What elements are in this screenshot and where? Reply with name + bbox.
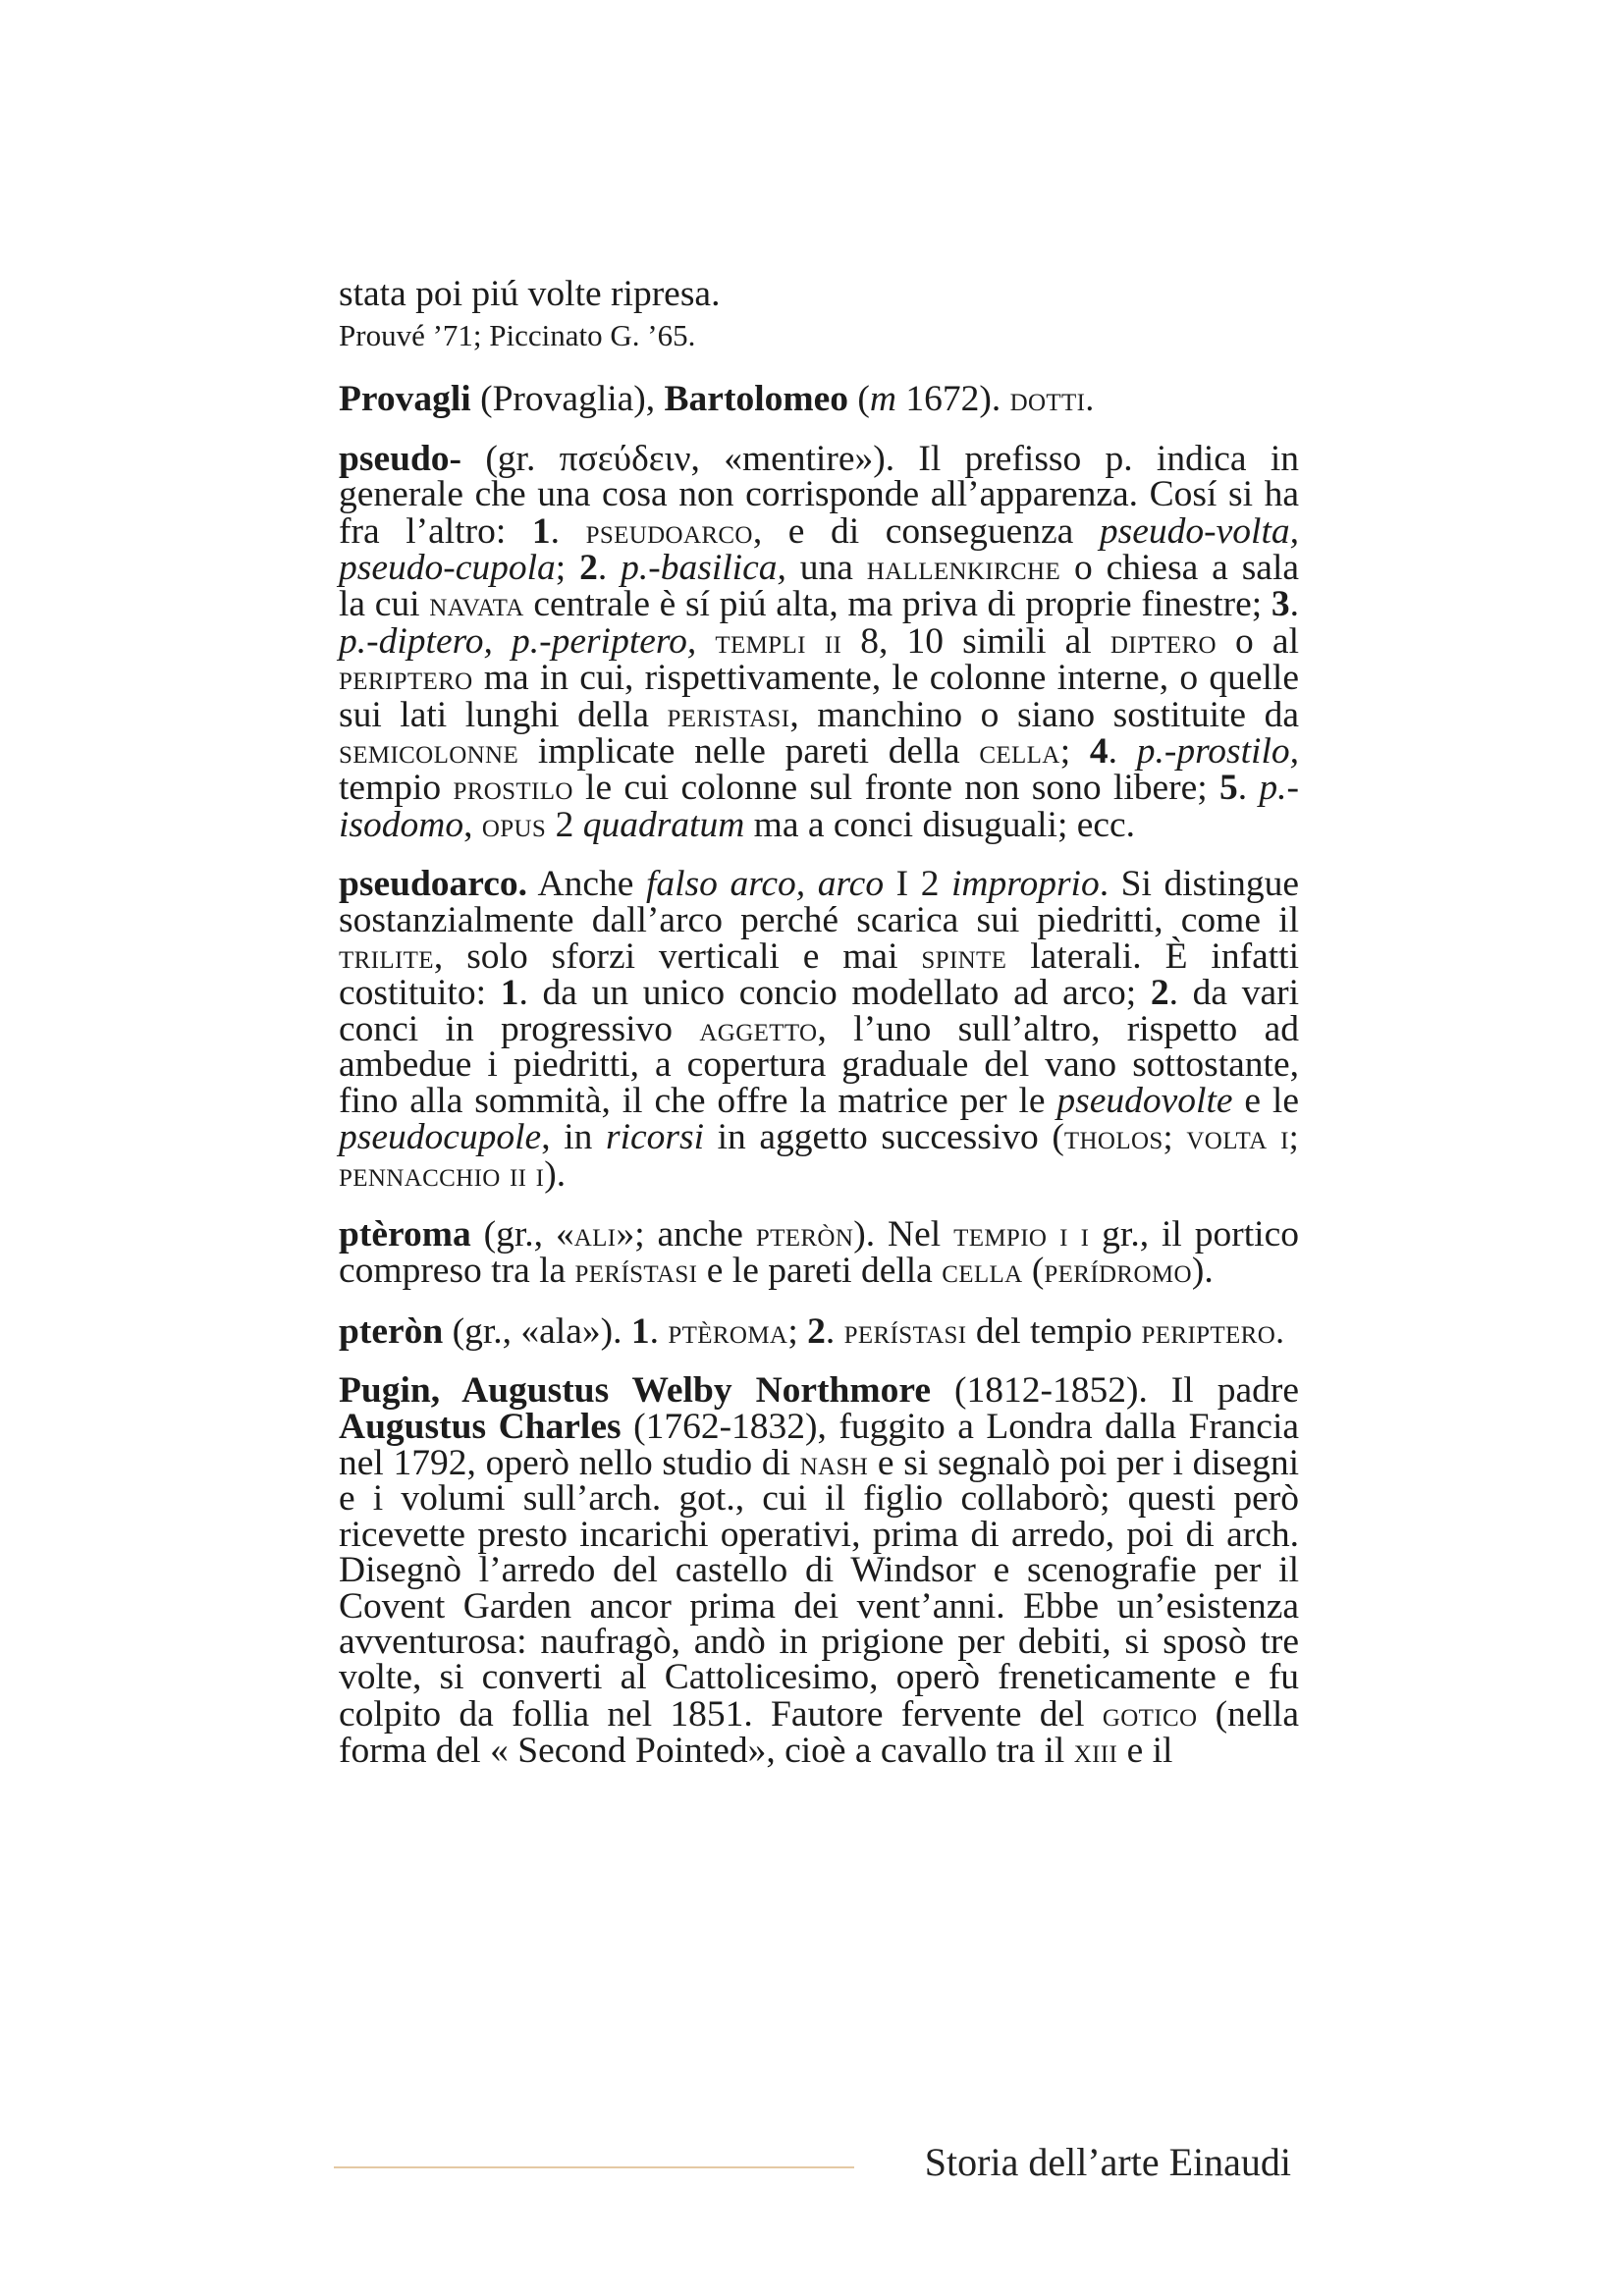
cross-reference: dotti. (1009, 379, 1095, 419)
entry-text: ). (544, 1153, 567, 1195)
cross-reference: templi ii (715, 620, 842, 661)
cross-reference: cella (942, 1251, 1023, 1291)
cross-reference: perídromo (1044, 1251, 1192, 1291)
sense-number: 1 (500, 972, 519, 1013)
entry-text: , (463, 804, 482, 845)
entry-text: . (649, 1310, 669, 1352)
entry-text: implicate nelle pareti della (518, 731, 980, 773)
sense-number: 5 (1218, 768, 1238, 809)
entry-text: una (785, 548, 867, 589)
entry-text: tempio (339, 768, 454, 809)
entry-italic: pseudo-volta, pseudo-cupola (339, 510, 1300, 589)
entry-text: (Provaglia), (470, 379, 665, 420)
headword: Provagli (339, 379, 471, 420)
entry-text: . (550, 510, 586, 552)
entry-text: ). (1191, 1251, 1214, 1292)
cross-reference: perístasi (843, 1310, 967, 1351)
entry-italic: p.-isodomo (339, 768, 1300, 845)
headword: pseudo- (339, 438, 462, 479)
entry-text: (gr. πσεύδειν, «mentire»). Il prefisso p. indica in generale che una cosa non corrisponde all’apparenza. Cosí si ha fra l’altro: (339, 438, 1299, 552)
entry-text: . da vari conci in progressivo (339, 972, 1300, 1049)
entry-text: in aggetto successivo ( (704, 1117, 1064, 1158)
sense-number: 3 (1271, 584, 1290, 625)
cross-reference: tempio i i (953, 1213, 1090, 1254)
entry-text: (1762-1832), fuggito a Londra dalla Francia nel 1792, operò nello studio di (339, 1406, 1300, 1483)
headword: pteròn (339, 1310, 444, 1352)
footer-rule (334, 2166, 854, 2168)
entry-text: o chiesa a sala la cui (339, 548, 1300, 625)
sense-number: 2 (579, 548, 598, 589)
cross-reference: periptero. (1141, 1310, 1285, 1351)
entry-text: ( (848, 379, 870, 420)
sense-number: 4 (1089, 731, 1109, 773)
continuation-text: stata poi piú volte ripresa. (339, 274, 721, 314)
cross-reference: cella (979, 731, 1060, 772)
cross-reference: tholos; volta i; pennacchio ii i (339, 1117, 1300, 1194)
entry-text: ( (1022, 1251, 1045, 1292)
cross-reference: prostilo (453, 768, 573, 808)
person-name: Augustus Charles (339, 1406, 622, 1447)
entry-italic: m (869, 379, 896, 420)
cross-reference: peristasi (667, 694, 790, 734)
entry-text: Anche (527, 864, 646, 905)
entry-text: gr., il portico compreso tra la (339, 1213, 1299, 1292)
cross-reference: ali (573, 1213, 617, 1254)
entry-italic: improprio (951, 864, 1100, 905)
entry-italic: p.-basilica, (621, 548, 786, 589)
cross-reference: navata (429, 584, 524, 624)
cross-reference: opus (481, 804, 547, 844)
entry-text: 1672). (895, 379, 1010, 420)
entry-text: . da un unico concio modellato ad arco; (518, 972, 1151, 1013)
cross-reference: trilite (339, 936, 434, 977)
entry-text: . (825, 1310, 844, 1352)
entry-text: »; anche (616, 1213, 756, 1255)
entry-text: ; (1059, 731, 1090, 773)
entry-text: le cui colonne sul fronte non sono libere; (572, 768, 1219, 809)
page-footer (334, 2133, 1299, 2192)
entry-text: o al (1216, 620, 1299, 662)
entry-continuation (339, 274, 1299, 314)
cross-reference: aggetto (699, 1008, 818, 1048)
entry-text: laterali. È infatti costituito: (339, 936, 1299, 1013)
entry-text: . (597, 548, 622, 589)
cross-reference: nash (799, 1442, 869, 1482)
entry-text: ). Nel (853, 1213, 954, 1255)
headword: ptèroma (339, 1213, 471, 1255)
entry-italic: falso arco, arco (645, 864, 885, 905)
entry-text: e le (1232, 1080, 1299, 1121)
cross-reference: hallenkirche (866, 548, 1061, 588)
entry-text: , solo sforzi verticali e mai (433, 936, 922, 978)
cross-reference: semicolonne (339, 731, 519, 772)
entry-text: 2 (546, 804, 583, 845)
entry-text: ; (555, 548, 580, 589)
entry-text: (nella forma del « Second Pointed», cioè a cavallo tra il (339, 1693, 1299, 1772)
entry-text: e le pareti della (697, 1251, 943, 1292)
entry-text: (1812-1852). Il padre (930, 1370, 1299, 1412)
dictionary-page (339, 274, 1300, 1793)
entry-italic: pseudocupole (339, 1117, 542, 1158)
entry-text: I 2 (884, 864, 952, 905)
entry-text: , e di conseguenza (752, 510, 1100, 552)
entry-text: e si segnalò poi per i disegni e i volumi sull’arch. got., cui il figlio collaborò; questi però ricevette presto incarichi operativi, prima di arredo, poi di arch. Disegnò l’arredo del castello di Windsor e scenografie per il Covent Garden ancor prima dei vent’anni. Ebbe un’esistenza avventurosa: naufragò, andò in prigione per debiti, si sposò tre volte, si converti al Cattolicesimo, operò freneticamente e fu colpito da follia nel 1851. Fautore fervente del (339, 1442, 1299, 1735)
cross-reference: pteròn (755, 1213, 854, 1254)
cross-reference: periptero (339, 658, 473, 698)
entry-italic: ricorsi (605, 1117, 704, 1158)
cross-reference: xiii (1073, 1731, 1118, 1771)
entry-pteroma (339, 1213, 1299, 1292)
sense-number: 1 (630, 1310, 650, 1352)
entry-text: . (1237, 768, 1260, 809)
sense-number: 1 (531, 510, 551, 552)
cross-reference: gotico (1102, 1693, 1198, 1734)
bibliography-text: Prouvé ’71; Piccinato G. ’65. (339, 318, 696, 353)
entry-pteron (339, 1310, 1299, 1352)
sense-number: 2 (1150, 972, 1169, 1013)
entry-text: e il (1117, 1731, 1173, 1772)
entry-provagli (339, 379, 1299, 420)
entry-text: , manchino o siano sostituite da (789, 694, 1299, 735)
headword-given-name: Bartolomeo (664, 379, 848, 420)
entry-pugin (339, 1370, 1300, 1772)
entry-text: ma in cui, rispettivamente, le colonne interne, o quelle sui lati lunghi della (339, 658, 1299, 735)
entry-italic: quadratum (582, 804, 745, 845)
entry-text: del tempio (966, 1310, 1142, 1352)
entry-text: . Si distingue sostanzialmente dall’arco perché scarica sui piedritti, come il (339, 864, 1299, 940)
entry-pseudoarco (339, 864, 1300, 1195)
entry-text (696, 621, 715, 662)
entry-italic: p.-prostilo, (1136, 731, 1300, 773)
headword: pseudoarco. (339, 864, 528, 905)
entry-text: (gr., «ala»). (443, 1310, 631, 1352)
entry-text: centrale è sí piú alta, ma priva di proprie finestre; (523, 584, 1271, 625)
entry-italic: pseudovolte (1056, 1080, 1233, 1121)
entry-text: (gr., « (470, 1213, 574, 1255)
sense-number: 2 (807, 1310, 826, 1352)
entry-text: 8, 10 simili al (841, 620, 1110, 662)
cross-reference: pseudoarco (585, 510, 753, 551)
entry-pseudo (339, 438, 1300, 845)
cross-reference: ptèroma (668, 1310, 788, 1351)
bibliography-line (339, 318, 1299, 353)
entry-text: ; (787, 1310, 808, 1352)
entry-text: , in (541, 1117, 606, 1158)
entry-text: , l’uno sull’altro, rispetto ad ambedue i piedritti, a copertura graduale del vano sottostante, fino alla sommità, il che offre la matrice per le (339, 1008, 1300, 1121)
cross-reference: spinte (921, 936, 1007, 977)
footer-title: Storia dell’arte Einaudi (924, 2140, 1291, 2184)
entry-text: ma a conci disuguali; ecc. (744, 804, 1136, 845)
entry-text: . (1289, 584, 1299, 625)
entry-text: . (1108, 731, 1137, 773)
cross-reference: perístasi (574, 1251, 698, 1291)
cross-reference: diptero (1109, 620, 1217, 661)
headword: Pugin, Augustus Welby Northmore (339, 1370, 931, 1412)
entry-italic: p.-diptero, p.-periptero, (339, 620, 697, 662)
